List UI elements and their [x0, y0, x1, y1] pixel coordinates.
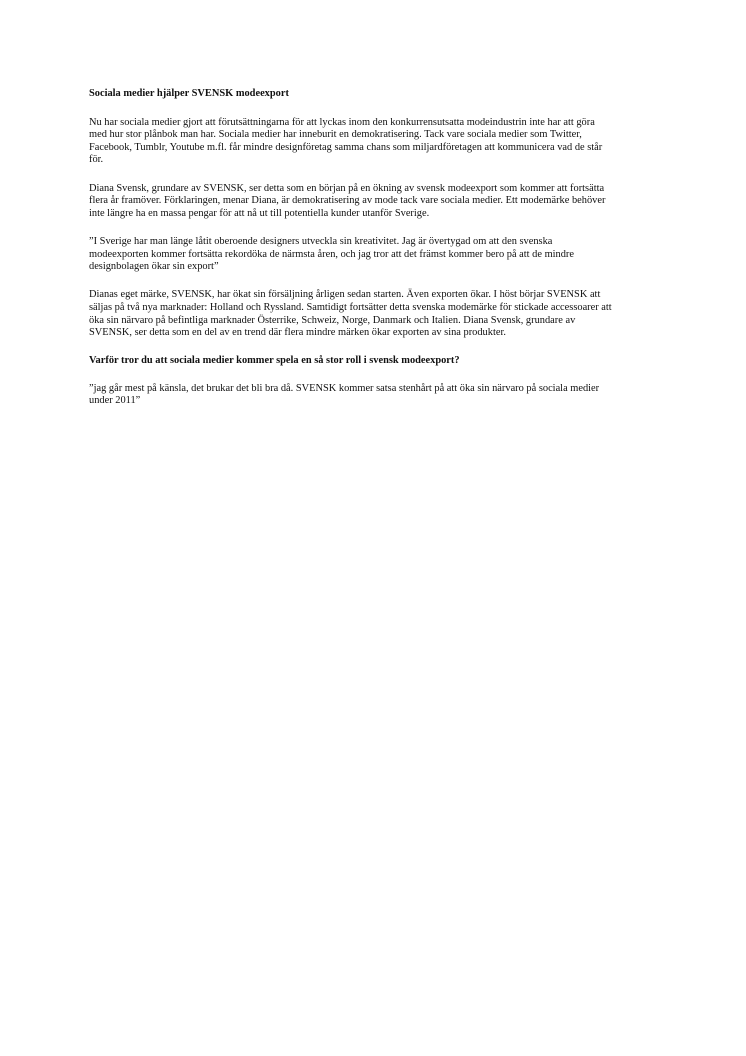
text-line: ”jag går mest på känsla, det brukar det bli bra då. SVENSK kommer satsa stenhårt på att öka sin närvaro på sociala medier — [89, 382, 600, 394]
text-line: under 2011” — [89, 395, 141, 407]
text-line: modeexporten kommer fortsätta rekordöka de närmsta åren, och jag tror att det främst kommer bero på att de mindre — [89, 248, 575, 260]
paragraph-diana — [89, 183, 669, 221]
paragraph-brand — [89, 289, 669, 339]
text-line: SVENSK, ser detta som en del av en trend där flera mindre märken ökar exporten av sina produkter. — [89, 327, 506, 339]
paragraph-quote — [89, 236, 669, 274]
paragraph-answer — [89, 383, 669, 408]
text-line: med hur stor plånbok man har. Sociala medier har inneburit en demokratisering. Tack vare sociala medier som Twitter, — [89, 129, 582, 141]
text-line: designbolagen ökar sin export” — [89, 261, 219, 273]
text-line: öka sin närvaro på befintliga marknader Österrike, Schweiz, Norge, Danmark och Italien. Diana Svensk, grundare av — [89, 314, 576, 326]
text-line: inte längre ha en massa pengar för att nå ut till potentiella kunder utanför Sverige. — [89, 207, 430, 219]
text-line: för. — [89, 154, 104, 166]
paragraph-intro — [89, 117, 669, 167]
text-line: flera år framöver. Förklaringen, menar Diana, är demokratisering av mode tack vare sociala medier. Ett modemärke behöver — [89, 195, 606, 207]
text-line: ”I Sverige har man länge låtit oberoende designers utveckla sin kreativitet. Jag är övertygad om att den svenska — [89, 235, 553, 247]
document-page — [89, 88, 669, 424]
text-line: Diana Svensk, grundare av SVENSK, ser detta som en början på en ökning av svensk modeexport som kommer att fortsätta — [89, 182, 605, 194]
document-title: Sociala medier hjälper SVENSK modeexport — [89, 88, 289, 99]
text-line: säljas på två nya marknader: Holland och Ryssland. Samtidigt fortsätter detta svenska modemärke för stickade accessoarer att — [89, 301, 612, 313]
text-line: Nu har sociala medier gjort att förutsättningarna för att lyckas inom den konkurrensutsatta modeindustrin inte har att göra — [89, 116, 595, 128]
question-heading: Varför tror du att sociala medier kommer spela en så stor roll i svensk modeexport? — [89, 355, 460, 367]
text-line: Dianas eget märke, SVENSK, har ökat sin försäljning årligen sedan starten. Även exporten ökar. I höst börjar SVENSK att — [89, 289, 601, 301]
text-line: Facebook, Tumblr, Youtube m.fl. får mindre designföretag samma chans som miljardföretagen att kommunicera vad de står — [89, 141, 603, 153]
